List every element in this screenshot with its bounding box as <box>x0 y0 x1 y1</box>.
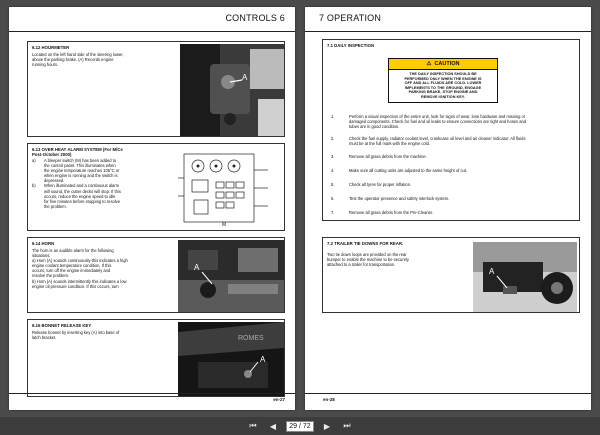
header-rule <box>9 31 295 32</box>
section-bonnet-key <box>27 319 285 397</box>
caution-header: ⚠ CAUTION <box>389 59 497 70</box>
control-panel-diagram <box>176 148 282 228</box>
page-number: en-28 <box>323 397 335 402</box>
section-text: The horn is an audible alarm for the following situations: a) Horn (A) sounds continuously-this indicates a high engine coolant temperature condition. If this occurs, turn off the engine immediately and resolve the problem. b) Horn (A) sounds intermittently this indicates a low engine oil pressure condition. If this occurs, turn <box>32 248 128 289</box>
section-title: 6.15 BONNET RELEASE KEY <box>32 323 92 328</box>
caution-text: THE DAILY INSPECTION SHOULD BE PERFORMED ONLY WHEN THE ENGINE IS OFF AND ALL FLUIDS ARE COLD. LOWER IMPLEMENTS TO THE GROUND, ENGAGE PARKING BRAKE, STOP ENGINE AND REMOVE IGNITION KEY. <box>404 72 482 99</box>
hourmeter-photo <box>180 44 284 136</box>
viewer-toolbar <box>0 417 600 435</box>
section-title: 7.2 TRAILER TIE DOWNS FOR REAR. <box>327 241 404 246</box>
section-hourmeter <box>27 41 285 137</box>
warning-triangle-icon: ⚠ <box>426 61 432 67</box>
section-text: a) A bleeper switch (M) has been added to the control panel. This illuminates when the engine temperature reaches 105°C or when engine is running and the switch is depressed. b) When illuminated and a continuous alarm will sound, the cutter decks will stop. If this occurs, reduce the engine speed to idle for five minutes before stopping to resolve the problem. <box>32 158 121 209</box>
section-overheat <box>27 143 285 231</box>
svg-text:A: A <box>260 355 266 364</box>
section-title: 6.13 OVER HEAT ALARM SYSTEM (For M/Cs Post-October 2000) <box>32 147 123 157</box>
page-number: en-27 <box>273 397 285 402</box>
left-page <box>9 7 295 410</box>
prev-page-icon[interactable]: ◀ <box>269 421 277 431</box>
header-rule <box>305 31 591 32</box>
page-header: CONTROLS 6 <box>225 13 285 23</box>
footer-rule <box>9 393 295 394</box>
section-title: 6.14 HORN <box>32 241 55 246</box>
section-text: Two tie down loops are provided on the rear bumper to enable the machine to be securely attached to a trailer for transportation. <box>327 252 409 268</box>
section-trailer-tie-downs <box>322 237 580 313</box>
svg-text:ROMES: ROMES <box>238 335 264 342</box>
section-text: Release bonnet by inserting key (A) into base of latch bracket. <box>32 330 120 341</box>
last-page-icon[interactable]: ⏭ <box>343 421 351 430</box>
page-number-input[interactable]: 29 / 72 <box>286 421 314 432</box>
next-page-icon[interactable]: ▶ <box>323 421 331 431</box>
caution-box <box>388 58 498 103</box>
svg-text:A: A <box>242 73 248 82</box>
page-header: 7 OPERATION <box>319 13 382 23</box>
section-daily-inspection: 7.1 DAILY INSPECTION 1. Perform a visual inspection of the entire unit, look for signs of wear, lose hardware and missing or damaged components. Check for fuel and oil leaks to ensure connections are tight and hoses and tubes are in good condition. 2. Check the fuel supply, radiator coolant level, crankcase oil level and air cleaner indicator. All fluids must be at the full mark with the engine cold. 3. Remove all grass debris from the machine. 4. Make sure all cutting units are adjusted to the same height of cut. 5. Check all tyres for proper inflation. 6. Test the operator presence and safety interlock system. 7. Remove all grass debris from the Pre-Cleaner. <box>322 39 580 221</box>
tie-down-photo <box>473 242 577 312</box>
bonnet-photo <box>178 322 284 396</box>
svg-text:A: A <box>194 263 200 272</box>
section-horn <box>27 237 285 313</box>
horn-photo <box>178 240 284 312</box>
svg-text:M: M <box>222 222 227 228</box>
footer-rule <box>305 393 591 394</box>
first-page-icon[interactable]: ⏮ <box>249 421 257 430</box>
section-text: Located on the left hand side of the steering lower, above the parking brake. (A) Records engine running hours. <box>32 52 124 68</box>
section-title: 7.1 DAILY INSPECTION <box>327 43 375 48</box>
svg-text:A: A <box>489 267 495 276</box>
section-title: 6.12 HOURMETER <box>32 45 70 50</box>
